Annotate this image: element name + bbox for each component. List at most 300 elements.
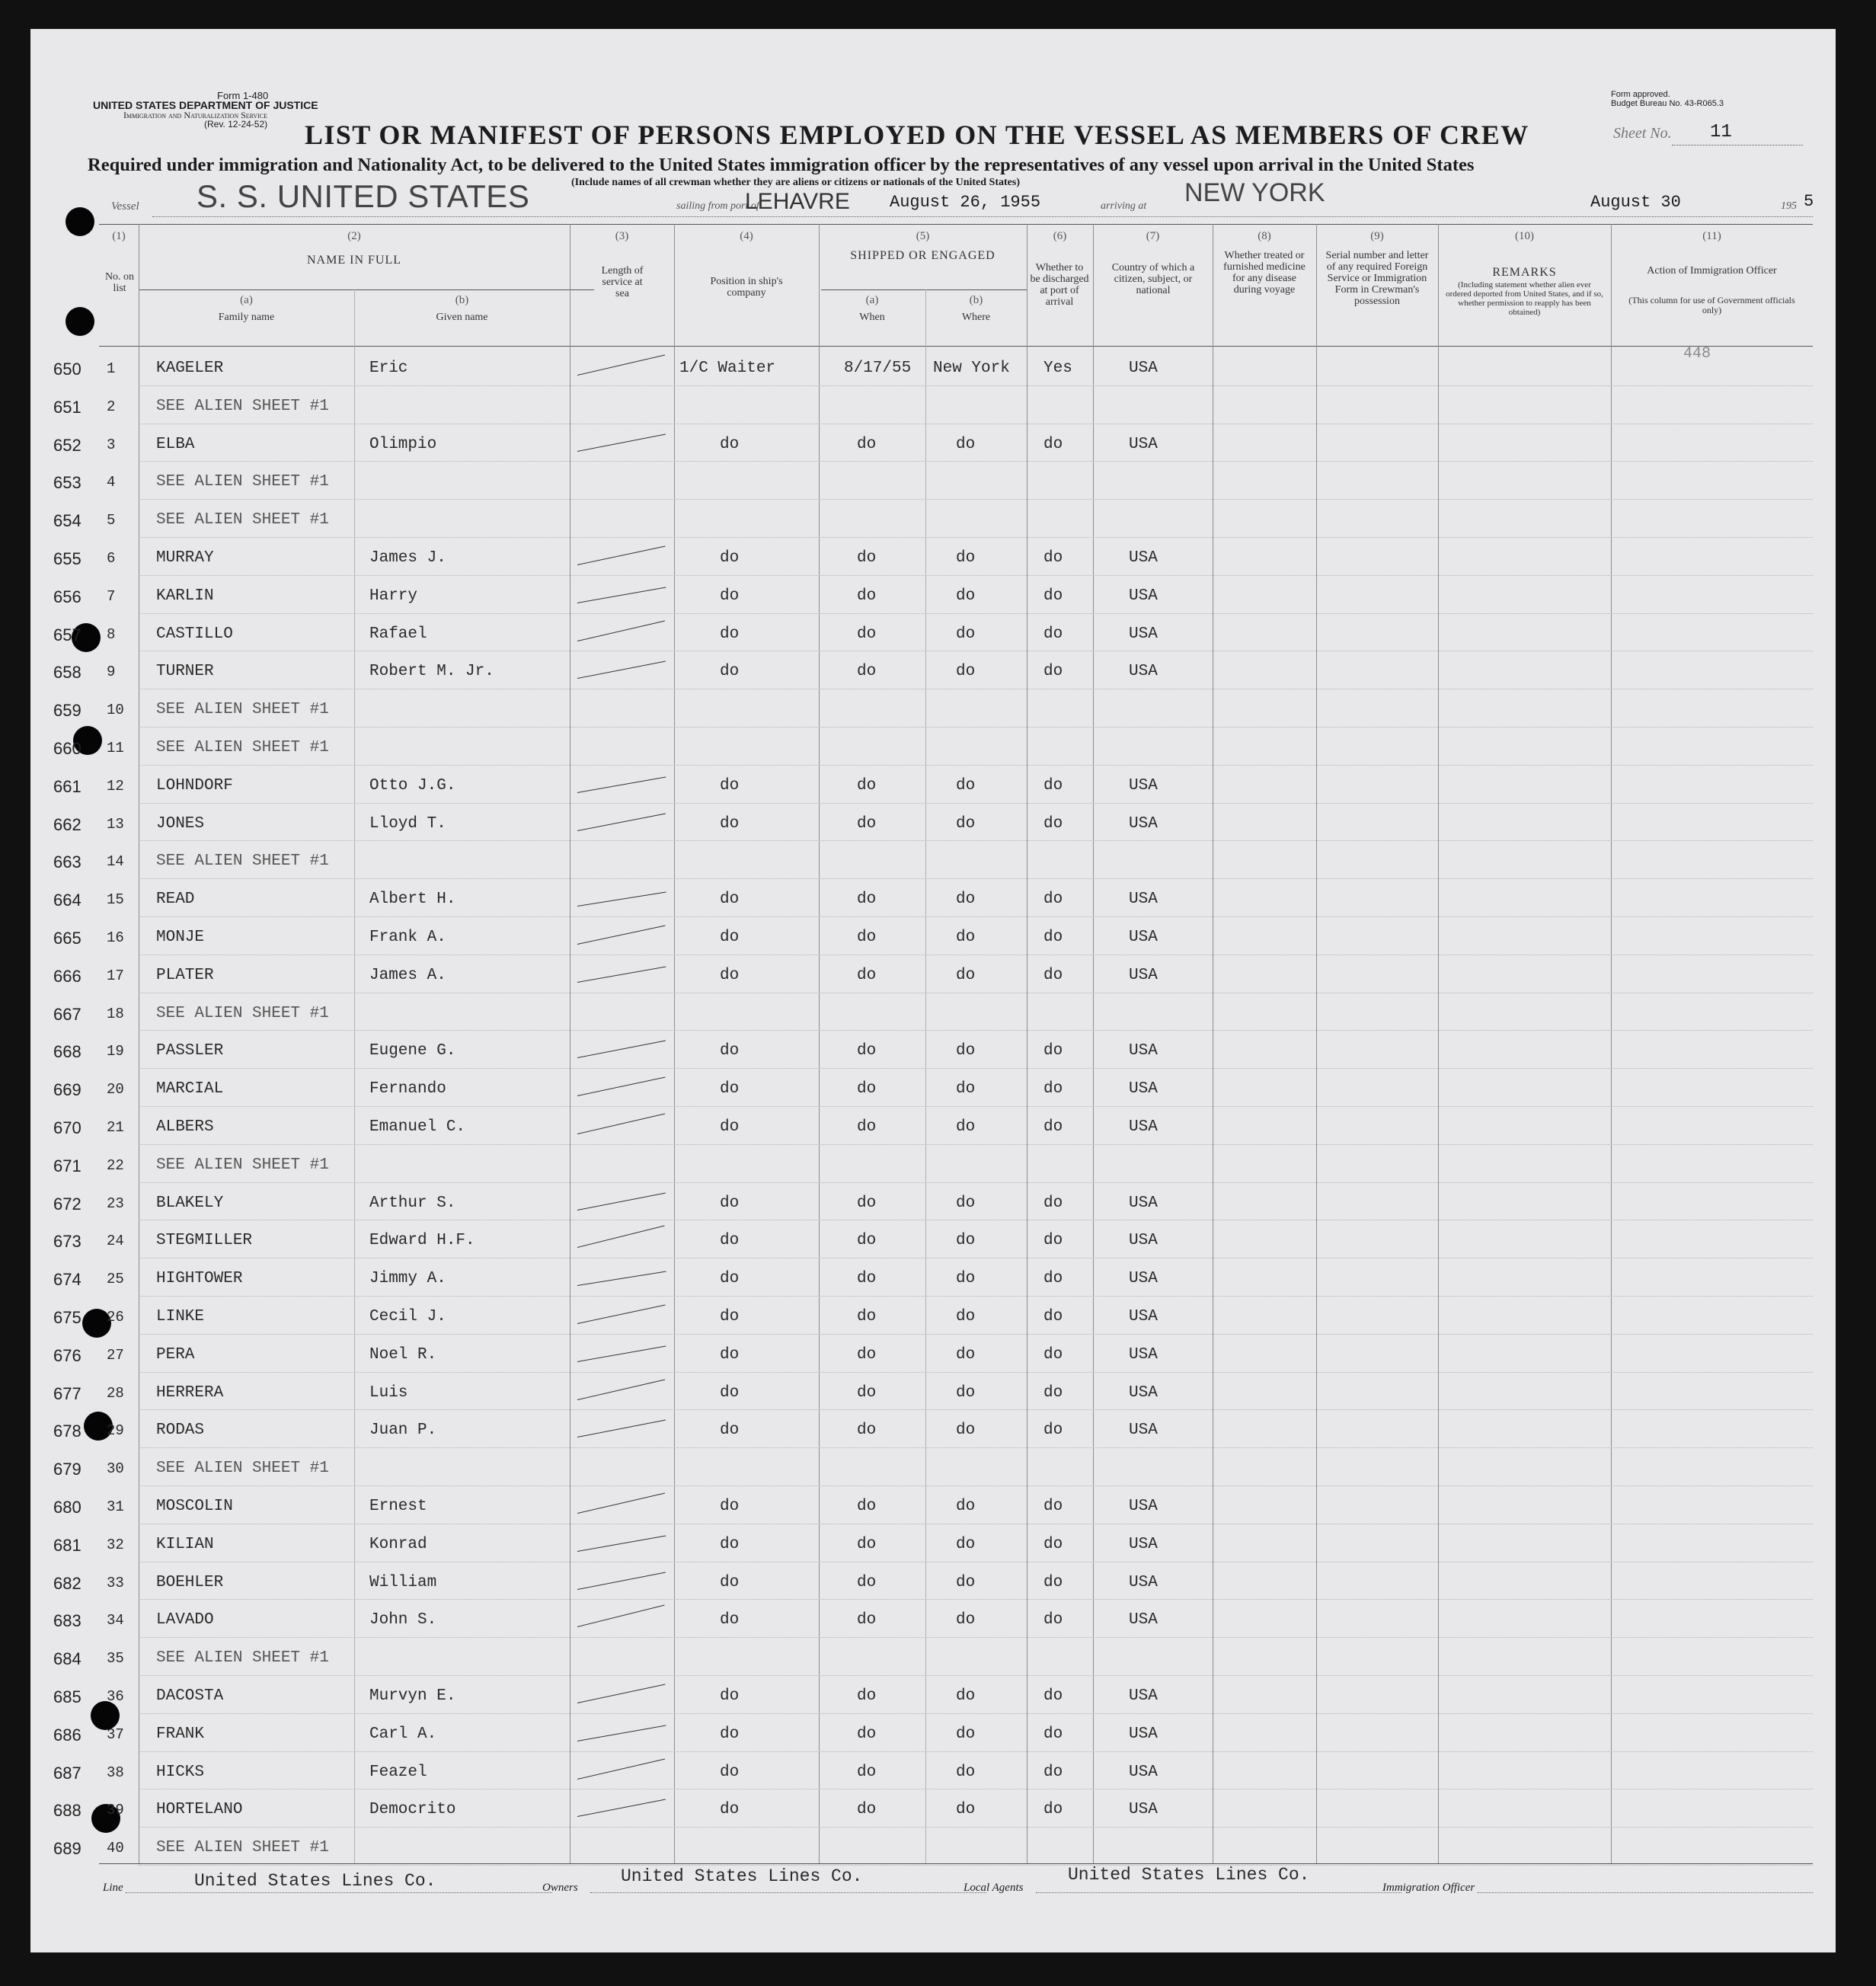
col1-number: (1) (112, 230, 126, 242)
family-name: FRANK (156, 1725, 205, 1743)
discharged-at-port: do (1043, 929, 1063, 946)
row-number: 29 (107, 1422, 124, 1440)
country-of-citizenship: USA (1129, 891, 1158, 909)
col3-heading: Length of service at sea (601, 265, 644, 299)
row-number: 24 (107, 1233, 124, 1250)
divider-9 (1316, 224, 1317, 1863)
shipped-where: do (956, 1194, 976, 1212)
row-reference-number: 687 (53, 1763, 81, 1783)
given-name: Arthur S. (369, 1194, 456, 1212)
col6-heading: Whether to be discharged at port of arrival (1030, 262, 1089, 308)
see-alien-sheet-note: SEE ALIEN SHEET #1 (156, 397, 329, 415)
arrival-year-prefix: 195 (1781, 200, 1797, 212)
position-in-company: do (720, 1801, 740, 1819)
agents-label: Local Agents (964, 1882, 1024, 1894)
shipped-where: do (956, 814, 976, 833)
position-in-company: do (720, 1270, 740, 1288)
family-name: LINKE (156, 1308, 205, 1326)
row-number: 38 (107, 1764, 124, 1781)
see-alien-sheet-note: SEE ALIEN SHEET #1 (156, 739, 329, 756)
page-title: LIST OR MANIFEST OF PERSONS EMPLOYED ON THE VESSEL AS MEMBERS OF CREW (305, 120, 1529, 150)
given-name: Murvyn E. (369, 1687, 456, 1705)
shipped-where: do (956, 1687, 976, 1705)
table-bottom-rule (99, 1863, 1813, 1864)
col5-heading: SHIPPED OR ENGAGED (850, 249, 996, 262)
agents-value: United States Lines Co. (1068, 1865, 1310, 1885)
position-in-company: do (720, 587, 740, 605)
see-alien-sheet-note: SEE ALIEN SHEET #1 (156, 1839, 329, 1857)
form-number: Form 1-480 (217, 90, 269, 101)
country-of-citizenship: USA (1129, 1763, 1158, 1781)
given-name: Konrad (369, 1535, 427, 1553)
service-length-mark (577, 1725, 666, 1741)
row-guide-line (139, 1637, 1813, 1638)
name-sub-rule (139, 289, 594, 290)
country-of-citizenship: USA (1129, 1535, 1158, 1553)
shipped-when: do (857, 1725, 877, 1743)
row-number: 16 (107, 929, 124, 946)
row-reference-number: 675 (53, 1308, 81, 1327)
col4-number: (4) (740, 230, 753, 242)
col9-number: (9) (1370, 230, 1384, 242)
discharged-at-port: do (1043, 1725, 1063, 1743)
country-of-citizenship: USA (1129, 776, 1158, 795)
service-length-mark (577, 661, 666, 679)
row-reference-number: 681 (53, 1535, 81, 1555)
discharged-at-port: do (1043, 776, 1063, 795)
given-name: Eric (369, 360, 408, 377)
shipped-when: do (857, 966, 877, 984)
row-reference-number: 656 (53, 587, 81, 606)
vessel-name: S. S. UNITED STATES (197, 178, 530, 214)
row-reference-number: 661 (53, 776, 81, 796)
col2a-number: (a) (240, 294, 253, 306)
see-alien-sheet-note: SEE ALIEN SHEET #1 (156, 1460, 329, 1478)
family-name: HIGHTOWER (156, 1270, 243, 1288)
position-in-company: do (720, 1194, 740, 1212)
row-reference-number: 660 (53, 739, 81, 758)
row-reference-number: 688 (53, 1801, 81, 1821)
row-number: 18 (107, 1005, 124, 1022)
row-number: 20 (107, 1081, 124, 1099)
family-name: JONES (156, 814, 205, 833)
discharged-at-port: do (1043, 1535, 1063, 1553)
shipped-when: do (857, 1763, 877, 1781)
see-alien-sheet-note: SEE ALIEN SHEET #1 (156, 1649, 329, 1668)
family-name: ELBA (156, 435, 195, 453)
row-number: 33 (107, 1574, 124, 1591)
country-of-citizenship: USA (1129, 1194, 1158, 1212)
arrival-date: August 30 (1590, 193, 1681, 212)
shipped-where: do (956, 1118, 976, 1136)
family-name: ALBERS (156, 1118, 214, 1136)
shipped-when: do (857, 1118, 877, 1136)
family-name: MARCIAL (156, 1080, 224, 1099)
col2-heading: NAME IN FULL (307, 254, 401, 267)
divider-11 (1611, 224, 1612, 1863)
port-from: LEHAVRE (745, 189, 850, 214)
given-name: Democrito (369, 1801, 456, 1819)
given-name: Jimmy A. (369, 1270, 446, 1288)
family-name: TURNER (156, 663, 214, 681)
divider-5b (925, 289, 926, 1863)
family-name: PLATER (156, 966, 214, 984)
given-name: Eugene G. (369, 1042, 456, 1060)
row-reference-number: 671 (53, 1156, 81, 1175)
port-to: NEW YORK (1184, 178, 1325, 207)
col5b-heading: Where (961, 312, 991, 323)
country-of-citizenship: USA (1129, 1308, 1158, 1326)
country-of-citizenship: USA (1129, 587, 1158, 605)
row-reference-number: 677 (53, 1383, 81, 1403)
family-name: MURRAY (156, 549, 214, 567)
punch-hole (66, 207, 94, 236)
given-name: Feazel (369, 1763, 427, 1781)
position-in-company: 1/C Waiter (679, 360, 776, 377)
row-guide-line (139, 1182, 1813, 1183)
row-number: 22 (107, 1156, 124, 1174)
corner-annotation: 448 (1683, 345, 1711, 363)
country-of-citizenship: USA (1129, 929, 1158, 946)
position-in-company: do (720, 549, 740, 567)
divider-2a (354, 289, 355, 1863)
given-name: John S. (369, 1611, 437, 1629)
row-guide-line (139, 461, 1813, 462)
header-bottom-rule (99, 346, 1813, 347)
row-guide-line (139, 385, 1813, 386)
country-of-citizenship: USA (1129, 1345, 1158, 1364)
shipped-when: do (857, 549, 877, 567)
row-guide-line (139, 613, 1813, 614)
service-length-mark (577, 1192, 666, 1210)
country-of-citizenship: USA (1129, 1498, 1158, 1515)
shipped-where: do (956, 1725, 976, 1743)
position-in-company: do (720, 1573, 740, 1591)
shipped-when: do (857, 1383, 877, 1402)
col5b-number: (b) (969, 294, 983, 306)
row-guide-line (139, 916, 1813, 917)
country-of-citizenship: USA (1129, 814, 1158, 833)
discharged-at-port: do (1043, 1042, 1063, 1060)
country-of-citizenship: USA (1129, 966, 1158, 984)
row-reference-number: 676 (53, 1345, 81, 1365)
country-of-citizenship: USA (1129, 663, 1158, 681)
given-name: Lloyd T. (369, 814, 446, 833)
row-number: 35 (107, 1650, 124, 1668)
country-of-citizenship: USA (1129, 625, 1158, 643)
discharged-at-port: do (1043, 663, 1063, 681)
col5-number: (5) (916, 230, 930, 242)
row-number: 34 (107, 1612, 124, 1629)
row-reference-number: 652 (53, 435, 81, 455)
col1-heading: No. on list (104, 271, 135, 294)
family-name: PERA (156, 1345, 195, 1364)
row-number: 13 (107, 815, 124, 833)
discharged-at-port: do (1043, 1118, 1063, 1136)
row-guide-line (139, 1334, 1813, 1335)
shipped-where: do (956, 1383, 976, 1402)
row-number: 1 (107, 360, 116, 377)
shipped-when: do (857, 1535, 877, 1553)
row-reference-number: 684 (53, 1649, 81, 1669)
service-length-mark (577, 1572, 666, 1589)
service-length-mark (577, 1420, 666, 1438)
row-number: 23 (107, 1194, 124, 1212)
row-number: 21 (107, 1119, 124, 1136)
row-reference-number: 654 (53, 511, 81, 531)
col2-number: (2) (347, 230, 361, 242)
row-guide-line (139, 878, 1813, 879)
col2b-number: (b) (455, 294, 469, 306)
shipped-when: do (857, 1611, 877, 1629)
shipped-where: do (956, 1573, 976, 1591)
shipped-when: do (857, 587, 877, 605)
officer-field (1478, 1892, 1813, 1893)
row-number: 14 (107, 853, 124, 871)
col5a-heading: When (859, 312, 885, 323)
row-reference-number: 674 (53, 1270, 81, 1290)
country-of-citizenship: USA (1129, 1422, 1158, 1440)
shipped-where: do (956, 1308, 976, 1326)
shipped-where: do (956, 1535, 976, 1553)
row-reference-number: 650 (53, 360, 81, 379)
row-reference-number: 666 (53, 966, 81, 986)
row-number: 25 (107, 1271, 124, 1288)
shipped-when: 8/17/55 (844, 360, 912, 377)
discharged-at-port: do (1043, 1687, 1063, 1705)
col10-subheading: (Including statement whether alien ever ordered deported from United States, and if so, whether permission to reapply has been obtained) (1446, 280, 1603, 317)
service-length-mark (577, 1799, 666, 1817)
given-name: Fernando (369, 1080, 446, 1099)
service-length-mark (577, 925, 666, 945)
row-reference-number: 659 (53, 701, 81, 721)
arriving-label: arriving at (1101, 200, 1147, 212)
row-number: 5 (107, 512, 116, 529)
row-guide-line (139, 1068, 1813, 1069)
family-name: KARLIN (156, 587, 214, 605)
shipped-when: do (857, 1498, 877, 1515)
row-number: 28 (107, 1384, 124, 1402)
col7-heading: Country of which a citizen, subject, or national (1111, 262, 1195, 296)
see-alien-sheet-note: SEE ALIEN SHEET #1 (156, 511, 329, 529)
country-of-citizenship: USA (1129, 1042, 1158, 1060)
discharged-at-port: do (1043, 1194, 1063, 1212)
row-number: 2 (107, 398, 116, 415)
given-name: Frank A. (369, 929, 446, 946)
service-length-mark (577, 354, 665, 376)
given-name: James J. (369, 549, 446, 567)
row-number: 26 (107, 1309, 124, 1326)
country-of-citizenship: USA (1129, 1232, 1158, 1250)
shipped-where: do (956, 587, 976, 605)
position-in-company: do (720, 891, 740, 909)
shipped-where: do (956, 1801, 976, 1819)
country-of-citizenship: USA (1129, 1118, 1158, 1136)
shipped-where: do (956, 435, 976, 453)
budget-bureau: Budget Bureau No. 43-R065.3 (1611, 99, 1724, 108)
col10-number: (10) (1515, 230, 1534, 242)
family-name: HORTELANO (156, 1801, 243, 1819)
see-alien-sheet-note: SEE ALIEN SHEET #1 (156, 852, 329, 871)
col8-heading: Whether treated or furnished medicine for any disease during voyage (1223, 250, 1306, 296)
row-guide-line (139, 1144, 1813, 1145)
row-number: 7 (107, 587, 116, 605)
position-in-company: do (720, 1611, 740, 1629)
country-of-citizenship: USA (1129, 360, 1158, 377)
position-in-company: do (720, 929, 740, 946)
shipped-when: do (857, 1422, 877, 1440)
see-alien-sheet-note: SEE ALIEN SHEET #1 (156, 473, 329, 491)
row-reference-number: 683 (53, 1611, 81, 1631)
row-reference-number: 679 (53, 1460, 81, 1479)
shipped-when: do (857, 1194, 877, 1212)
position-in-company: do (720, 1498, 740, 1515)
row-reference-number: 673 (53, 1232, 81, 1252)
row-reference-number: 662 (53, 814, 81, 834)
row-reference-number: 682 (53, 1573, 81, 1593)
row-reference-number: 653 (53, 473, 81, 493)
row-guide-line (139, 537, 1813, 538)
position-in-company: do (720, 966, 740, 984)
col8-number: (8) (1258, 230, 1271, 242)
owners-value: United States Lines Co. (621, 1866, 863, 1886)
family-name: CASTILLO (156, 625, 233, 643)
row-number: 9 (107, 664, 116, 681)
discharged-at-port: do (1043, 891, 1063, 909)
service-length-mark (577, 892, 666, 907)
position-in-company: do (720, 625, 740, 643)
row-number: 11 (107, 740, 124, 756)
row-reference-number: 670 (53, 1118, 81, 1137)
position-in-company: do (720, 1725, 740, 1743)
family-name: DACOSTA (156, 1687, 224, 1705)
discharged-at-port: do (1043, 1308, 1063, 1326)
page-subtitle: Required under immigration and Nationality Act, to be delivered to the United States immigration officer by the representatives of any vessel upon arrival in the United States (88, 155, 1475, 175)
position-in-company: do (720, 435, 740, 453)
shipped-when: do (857, 1687, 877, 1705)
row-number: 39 (107, 1802, 124, 1819)
family-name: MONJE (156, 929, 205, 946)
owners-label: Owners (542, 1882, 578, 1894)
line-value: United States Lines Co. (194, 1871, 436, 1891)
service-length-mark (577, 1304, 666, 1324)
row-reference-number: 669 (53, 1080, 81, 1100)
owners-field (590, 1892, 986, 1893)
row-reference-number: 665 (53, 929, 81, 948)
shipped-when: do (857, 776, 877, 795)
row-reference-number: 689 (53, 1839, 81, 1859)
col11-heading: Action of Immigration Officer (1647, 265, 1777, 277)
col3-number: (3) (615, 230, 629, 242)
position-in-company: do (720, 1422, 740, 1440)
row-number: 36 (107, 1688, 124, 1705)
row-reference-number: 672 (53, 1194, 81, 1214)
given-name: Noel R. (369, 1345, 437, 1364)
punch-hole (66, 307, 94, 336)
family-name: HICKS (156, 1763, 205, 1781)
country-of-citizenship: USA (1129, 1801, 1158, 1819)
service-length-mark (577, 1758, 665, 1780)
position-in-company: do (720, 1383, 740, 1402)
shipped-where: do (956, 549, 976, 567)
shipped-when: do (857, 625, 877, 643)
shipped-where: do (956, 1611, 976, 1629)
see-alien-sheet-note: SEE ALIEN SHEET #1 (156, 1156, 329, 1174)
given-name: Emanuel C. (369, 1118, 466, 1136)
row-guide-line (139, 1106, 1813, 1107)
given-name: Ernest (369, 1498, 427, 1515)
discharged-at-port: do (1043, 549, 1063, 567)
row-reference-number: 655 (53, 549, 81, 568)
shipped-where: do (956, 966, 976, 984)
shipped-when: do (857, 435, 877, 453)
family-name: HERRERA (156, 1383, 224, 1402)
row-number: 31 (107, 1498, 124, 1515)
agents-field (1036, 1892, 1401, 1893)
family-name: LOHNDORF (156, 776, 233, 795)
service-length-mark (577, 587, 666, 603)
country-of-citizenship: USA (1129, 1725, 1158, 1743)
row-guide-line (139, 765, 1813, 766)
country-of-citizenship: USA (1129, 1611, 1158, 1629)
shipped-when: do (857, 929, 877, 946)
position-in-company: do (720, 1687, 740, 1705)
shipped-when: do (857, 1345, 877, 1364)
sheet-label: Sheet No. (1613, 125, 1672, 142)
header-top-rule (99, 224, 1813, 225)
shipped-when: do (857, 1308, 877, 1326)
discharged-at-port: do (1043, 1422, 1063, 1440)
vessel-line (152, 216, 1813, 217)
department: UNITED STATES DEPARTMENT OF JUSTICE (93, 99, 318, 111)
row-reference-number: 678 (53, 1422, 81, 1441)
shipped-when: do (857, 1080, 877, 1099)
shipped-where: do (956, 891, 976, 909)
row-guide-line (139, 840, 1813, 841)
discharged-at-port: do (1043, 1080, 1063, 1099)
shipped-where: do (956, 1232, 976, 1250)
family-name: KAGELER (156, 360, 224, 377)
shipped-where: do (956, 1080, 976, 1099)
discharged-at-port: do (1043, 1345, 1063, 1364)
divider-7 (1093, 224, 1094, 1863)
service-length-mark (577, 966, 666, 982)
revision: (Rev. 12-24-52) (204, 119, 268, 130)
family-name: MOSCOLIN (156, 1498, 233, 1515)
col10-heading: REMARKS (1492, 266, 1557, 279)
arrival-year-digit: 5 (1804, 192, 1814, 211)
service-length-mark (577, 1492, 665, 1514)
see-alien-sheet-note: SEE ALIEN SHEET #1 (156, 701, 329, 719)
col11-subheading: (This column for use of Government officials only) (1628, 295, 1795, 315)
given-name: Otto J.G. (369, 776, 456, 795)
position-in-company: do (720, 1308, 740, 1326)
discharged-at-port: do (1043, 435, 1063, 453)
service-length-mark (577, 1345, 666, 1361)
row-reference-number: 664 (53, 891, 81, 910)
family-name: STEGMILLER (156, 1232, 253, 1250)
shipped-when: do (857, 663, 877, 681)
given-name: Olimpio (369, 435, 437, 453)
discharged-at-port: do (1043, 1383, 1063, 1402)
discharged-at-port: do (1043, 814, 1063, 833)
position-in-company: do (720, 1118, 740, 1136)
service-length-mark (577, 1226, 665, 1249)
row-guide-line (139, 1447, 1813, 1448)
row-number: 8 (107, 625, 116, 643)
vessel-label: Vessel (111, 200, 139, 213)
service-length-mark (577, 545, 666, 565)
